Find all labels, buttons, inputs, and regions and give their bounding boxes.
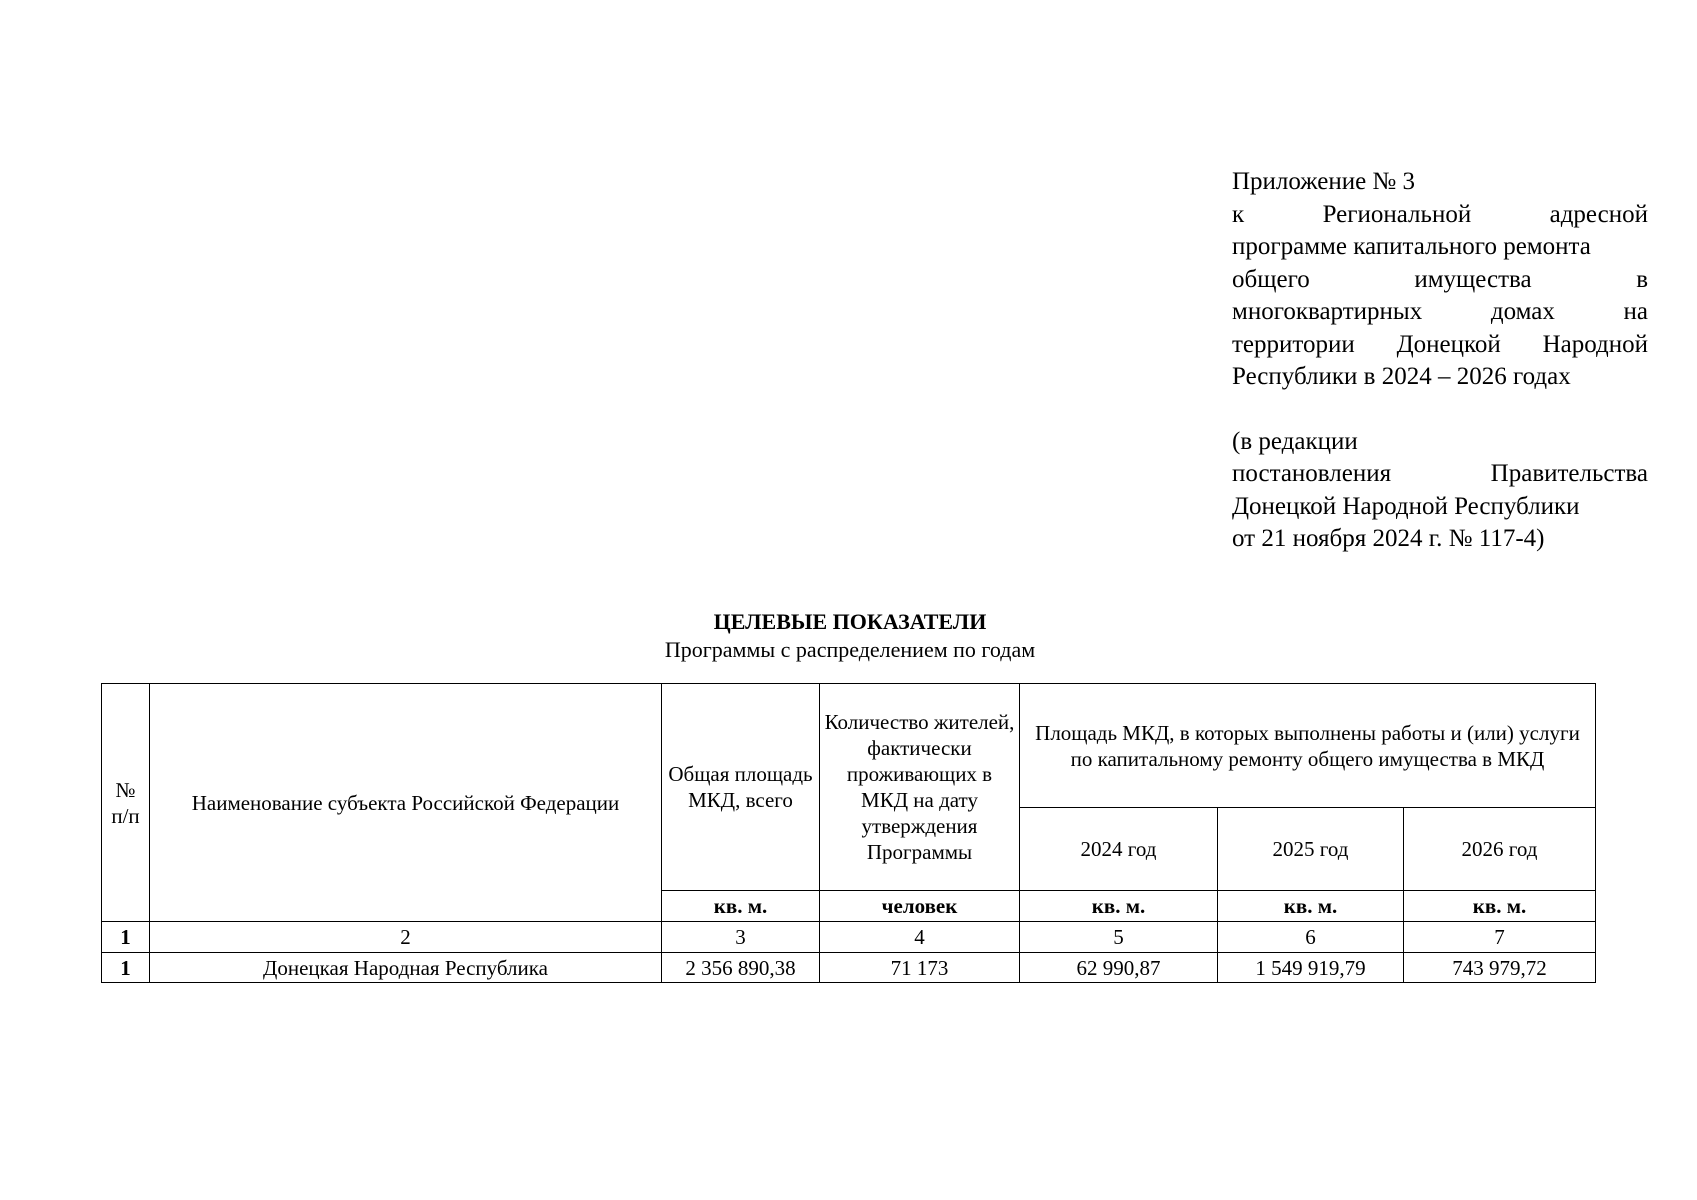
edition-line-4: от 21 ноября 2024 г. № 117-4) <box>1232 525 1545 552</box>
column-index-row <box>102 922 1596 953</box>
unit-2025: кв. м. <box>1218 891 1404 922</box>
appendix-word: имущества <box>1414 265 1532 293</box>
appendix-line-4 <box>1232 264 1648 297</box>
appendix-word: адресной <box>1549 200 1648 228</box>
row-name: Донецкая Народная Республика <box>150 953 662 983</box>
appendix-word: Донецкой <box>1396 330 1501 358</box>
table-row <box>102 953 1596 983</box>
index-cell: 5 <box>1020 922 1218 953</box>
unit-2024: кв. м. <box>1020 891 1218 922</box>
header-year-2026: 2026 год <box>1404 808 1596 891</box>
row-2026: 743 979,72 <box>1404 953 1596 983</box>
edition-line-3: Донецкой Народной Республики <box>1232 492 1580 520</box>
row-total-area: 2 356 890,38 <box>662 953 820 983</box>
row-num: 1 <box>102 953 150 983</box>
unit-2026: кв. м. <box>1404 891 1596 922</box>
row-residents: 71 173 <box>820 953 1020 983</box>
index-cell: 2 <box>150 922 662 953</box>
index-cell: 1 <box>102 922 150 953</box>
header-row-1 <box>102 684 1596 808</box>
appendix-word: Народной <box>1542 330 1648 358</box>
appendix-word: в <box>1636 265 1648 293</box>
unit-residents: человек <box>820 891 1020 922</box>
unit-total-area: кв. м. <box>662 891 820 922</box>
appendix-line-2 <box>1232 199 1648 232</box>
appendix-word: Региональной <box>1322 200 1472 228</box>
appendix-word: многоквартирных <box>1232 298 1423 325</box>
appendix-line-1: Приложение № 3 <box>1232 168 1416 195</box>
appendix-word: к <box>1232 200 1245 228</box>
header-year-2025: 2025 год <box>1218 808 1404 891</box>
appendix-line-3: программе капитального ремонта <box>1232 233 1591 260</box>
header-year-2024: 2024 год <box>1020 808 1218 891</box>
index-cell: 4 <box>820 922 1020 953</box>
appendix-gap <box>1232 394 1648 426</box>
index-cell: 3 <box>662 922 820 953</box>
appendix-word: общего <box>1232 265 1310 293</box>
edition-word: постановления <box>1232 460 1392 487</box>
edition-line-1: (в редакции <box>1232 427 1358 455</box>
appendix-word: домах <box>1490 298 1555 325</box>
appendix-line-7: Республики в 2024 – 2026 годах <box>1232 363 1571 390</box>
row-2025: 1 549 919,79 <box>1218 953 1404 983</box>
appendix-word: на <box>1623 298 1648 325</box>
edition-word: Правительства <box>1490 460 1648 487</box>
appendix-line-6 <box>1232 329 1648 362</box>
index-cell: 6 <box>1218 922 1404 953</box>
title-sub: Программы с распределением по годам <box>664 637 1036 662</box>
appendix-word: территории <box>1232 330 1355 358</box>
row-2024: 62 990,87 <box>1020 953 1218 983</box>
title-main: ЦЕЛЕВЫЕ ПОКАЗАТЕЛИ <box>713 609 987 634</box>
document-title <box>100 608 1600 664</box>
appendix-block <box>1232 166 1648 556</box>
header-area-group: Площадь МКД, в которых выполнены работы и (или) услуги по капитальному ремонту общего имущества в МКД <box>1020 684 1596 808</box>
appendix-line-5 <box>1232 296 1648 329</box>
header-name: Наименование субъекта Российской Федерации <box>150 684 662 922</box>
edition-line-2 <box>1232 458 1648 491</box>
header-total-area: Общая площадь МКД, всего <box>662 684 820 891</box>
indicators-table <box>101 683 1596 983</box>
header-num: № п/п <box>102 684 150 922</box>
index-cell: 7 <box>1404 922 1596 953</box>
header-residents: Количество жителей, фактически проживающих в МКД на дату утверждения Программы <box>820 684 1020 891</box>
